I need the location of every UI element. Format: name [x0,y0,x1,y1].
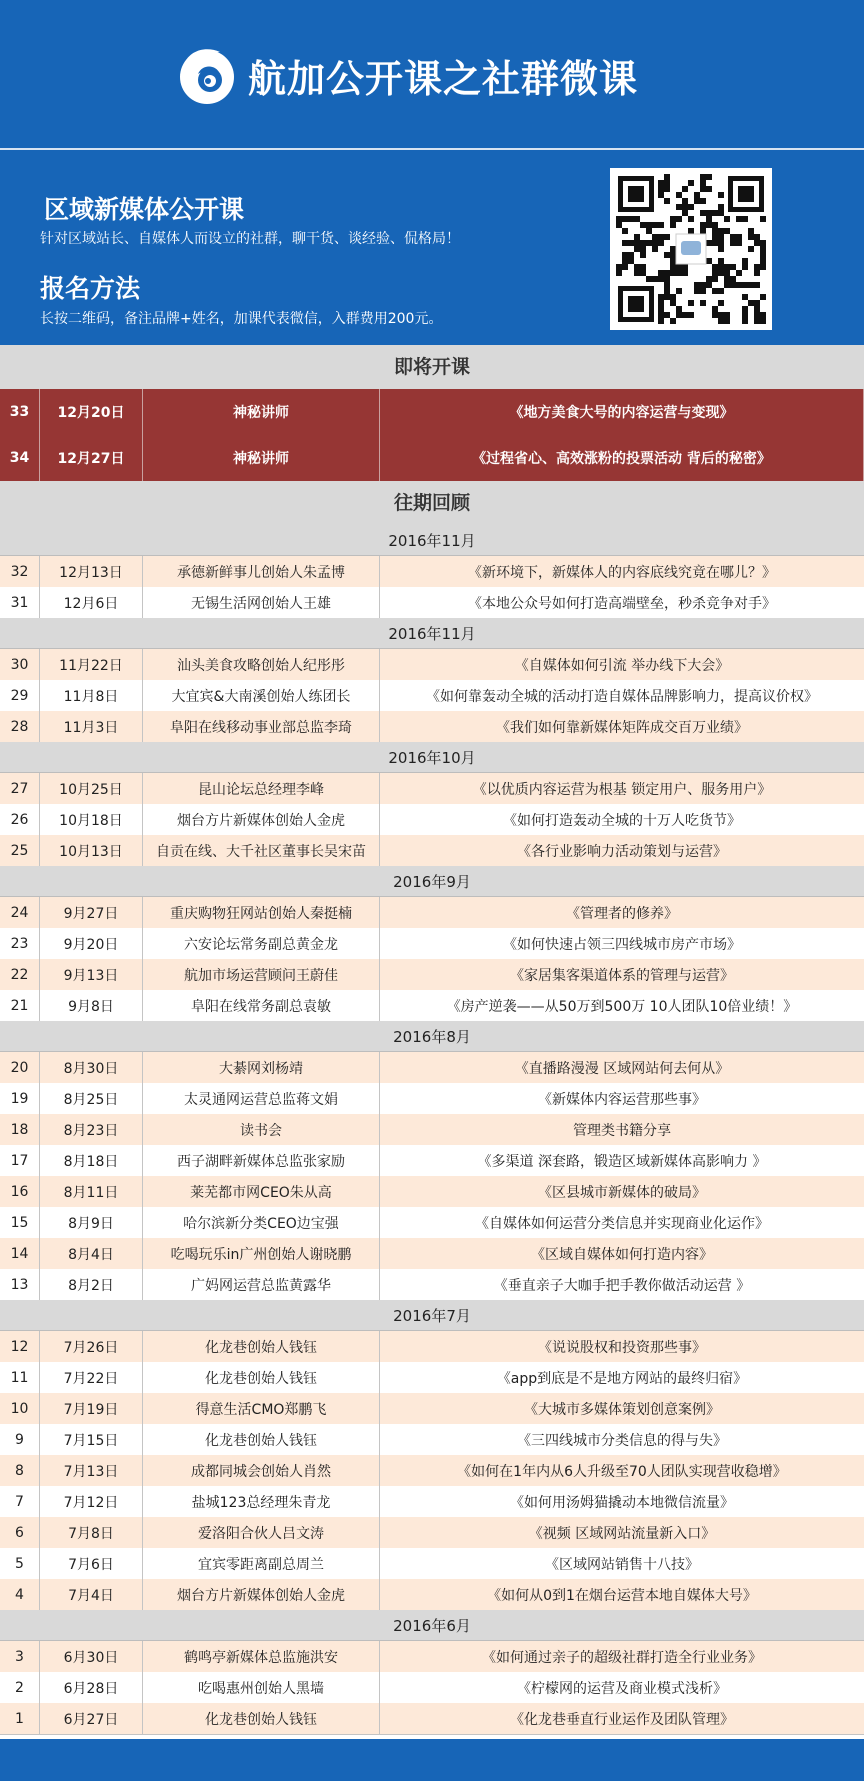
row-date: 10月13日 [40,835,143,866]
upcoming-section-title: 即将开课 [0,345,864,390]
row-number: 9 [0,1424,40,1455]
row-date: 7月8日 [40,1517,143,1548]
row-date: 8月30日 [40,1052,143,1083]
row-date: 6月28日 [40,1672,143,1703]
month-header: 2016年11月 [0,618,864,649]
row-topic: 《如何打造轰动全城的十万人吃货节》 [503,812,741,829]
row-date: 7月19日 [40,1393,143,1424]
row-speaker: 爱洛阳合伙人吕文涛 [143,1517,380,1548]
table-row [0,773,864,805]
row-speaker: 宜宾零距离副总周兰 [143,1548,380,1579]
row-topic: 《三四线城市分类信息的得与失》 [517,1432,727,1449]
row-speaker: 吃喝玩乐in广州创始人谢晓鹏 [143,1238,380,1269]
table-row [0,1269,864,1301]
row-date: 12月13日 [40,556,143,587]
row-number: 15 [0,1207,40,1238]
row-number: 12 [0,1331,40,1362]
row-topic: 《以优质内容运营为根基 锁定用户、服务用户》 [472,781,772,798]
row-topic: 《区县城市新媒体的破局》 [538,1184,706,1201]
row-topic: 《大城市多媒体策划创意案例》 [524,1401,720,1418]
row-topic: 《过程省心、高效涨粉的投票活动 背后的秘密》 [380,435,864,481]
table-row [0,1548,864,1580]
row-number: 31 [0,587,40,618]
table-row [0,1207,864,1239]
row-number: 26 [0,804,40,835]
table-row [0,897,864,929]
table-row [0,1238,864,1270]
table-row [0,928,864,960]
row-number: 2 [0,1672,40,1703]
row-topic: 《各行业影响力活动策划与运营》 [517,843,727,860]
row-date: 8月4日 [40,1238,143,1269]
row-speaker: 昆山论坛总经理李峰 [143,773,380,804]
row-topic: 《如何从0到1在烟台运营本地自媒体大号》 [487,1587,757,1604]
row-topic: 《本地公众号如何打造高端壁垒，秒杀竞争对手》 [468,595,776,612]
month-header: 2016年11月 [0,525,864,556]
row-number: 22 [0,959,40,990]
table-row [0,1517,864,1549]
row-number: 20 [0,1052,40,1083]
row-number: 5 [0,1548,40,1579]
row-speaker: 太灵通网运营总监蒋文娟 [143,1083,380,1114]
row-speaker: 哈尔滨新分类CEO边宝强 [143,1207,380,1238]
row-number: 29 [0,680,40,711]
table-row [0,680,864,712]
row-number: 10 [0,1393,40,1424]
row-number: 13 [0,1269,40,1300]
row-date: 6月27日 [40,1703,143,1734]
row-speaker: 汕头美食攻略创始人纪彤彤 [143,649,380,680]
row-number: 32 [0,556,40,587]
header-title: 航加公开课之社群微课 [248,57,639,101]
row-topic: 《多渠道 深套路，锻造区域新媒体高影响力 》 [477,1153,767,1170]
row-speaker: 重庆购物狂网站创始人秦挺楠 [143,897,380,928]
row-number: 30 [0,649,40,680]
table-row [0,711,864,743]
table-row [0,1393,864,1425]
row-number: 28 [0,711,40,742]
row-topic: 《直播路漫漫 区域网站何去何从》 [514,1060,730,1077]
row-speaker: 化龙巷创始人钱钰 [143,1703,380,1734]
table-row [0,1486,864,1518]
table-row [0,649,864,681]
row-topic: 《我们如何靠新媒体矩阵成交百万业绩》 [496,719,748,736]
row-speaker: 得意生活CMO郑鹏飞 [143,1393,380,1424]
row-number: 6 [0,1517,40,1548]
row-number: 19 [0,1083,40,1114]
row-topic: 管理类书籍分享 [573,1122,671,1139]
table-row [0,990,864,1022]
row-number: 25 [0,835,40,866]
row-number: 1 [0,1703,40,1734]
row-speaker: 无锡生活网创始人王雄 [143,587,380,618]
table-row [0,1424,864,1456]
row-topic: 《如何通过亲子的超级社群打造全行业业务》 [482,1649,762,1666]
row-speaker: 大綦网刘杨靖 [143,1052,380,1083]
row-topic: 《区域网站销售十八技》 [545,1556,699,1573]
row-date: 7月6日 [40,1548,143,1579]
table-row [0,587,864,619]
row-speaker: 读书会 [143,1114,380,1145]
row-speaker: 六安论坛常务副总黄金龙 [143,928,380,959]
row-number: 3 [0,1641,40,1672]
upcoming-row [0,435,864,482]
table-row [0,1114,864,1146]
row-speaker: 化龙巷创始人钱钰 [143,1424,380,1455]
row-date: 12月20日 [40,389,143,435]
row-date: 9月13日 [40,959,143,990]
row-topic: 《化龙巷垂直行业运作及团队管理》 [510,1711,734,1728]
row-date: 8月18日 [40,1145,143,1176]
row-number: 23 [0,928,40,959]
row-speaker: 莱芜都市网CEO朱从高 [143,1176,380,1207]
row-speaker: 神秘讲师 [143,389,380,435]
row-number: 34 [0,435,40,481]
row-topic: 《app到底是不是地方网站的最终归宿》 [496,1370,748,1387]
row-date: 9月20日 [40,928,143,959]
row-speaker: 吃喝惠州创始人黑墙 [143,1672,380,1703]
row-date: 8月9日 [40,1207,143,1238]
row-number: 11 [0,1362,40,1393]
row-date: 11月3日 [40,711,143,742]
row-date: 7月12日 [40,1486,143,1517]
row-date: 8月25日 [40,1083,143,1114]
table-row [0,1331,864,1363]
row-topic: 《如何快速占领三四线城市房产市场》 [503,936,741,953]
row-date: 8月23日 [40,1114,143,1145]
row-number: 16 [0,1176,40,1207]
row-date: 11月8日 [40,680,143,711]
row-date: 8月2日 [40,1269,143,1300]
table-row [0,1145,864,1177]
row-topic: 《地方美食大号的内容运营与变现》 [380,389,864,435]
row-number: 27 [0,773,40,804]
row-topic: 《垂直亲子大咖手把手教你做活动运营 》 [493,1277,751,1294]
row-date: 8月11日 [40,1176,143,1207]
row-date: 6月30日 [40,1641,143,1672]
table-row [0,804,864,836]
row-number: 33 [0,389,40,435]
table-row [0,1672,864,1704]
footer-bar [0,1739,864,1781]
row-date: 7月13日 [40,1455,143,1486]
row-topic: 《新媒体内容运营那些事》 [538,1091,706,1108]
row-topic: 《柠檬网的运营及商业模式浅析》 [517,1680,727,1697]
row-date: 11月22日 [40,649,143,680]
table-row [0,1083,864,1115]
row-date: 7月4日 [40,1579,143,1610]
row-topic: 《自媒体如何引流 举办线下大会》 [514,657,730,674]
header-banner [0,0,864,148]
row-speaker: 烟台方片新媒体创始人金虎 [143,804,380,835]
row-topic: 《管理者的修养》 [566,905,678,922]
row-speaker: 成都同城会创始人肖然 [143,1455,380,1486]
row-date: 7月22日 [40,1362,143,1393]
row-number: 24 [0,897,40,928]
row-date: 10月25日 [40,773,143,804]
row-speaker: 化龙巷创始人钱钰 [143,1331,380,1362]
table-row [0,835,864,867]
row-number: 7 [0,1486,40,1517]
intro-heading-course: 区域新媒体公开课 [44,195,245,224]
month-header: 2016年8月 [0,1021,864,1052]
month-header: 2016年9月 [0,866,864,897]
month-header: 2016年7月 [0,1300,864,1331]
row-topic: 《视频 区域网站流量新入口》 [528,1525,716,1542]
row-speaker: 盐城123总经理朱青龙 [143,1486,380,1517]
past-section-title: 往期回顾 [0,481,864,526]
row-number: 17 [0,1145,40,1176]
qr-code-icon[interactable] [610,168,772,330]
table-row [0,1703,864,1735]
row-topic: 《如何靠轰动全城的活动打造自媒体品牌影响力，提高议价权》 [426,688,818,705]
table-row [0,1362,864,1394]
row-number: 18 [0,1114,40,1145]
table-row [0,1052,864,1084]
row-topic: 《房产逆袭——从50万到500万 10人团队10倍业绩！》 [446,998,798,1015]
row-speaker: 广妈网运营总监黄露华 [143,1269,380,1300]
row-date: 9月8日 [40,990,143,1021]
table-row [0,556,864,588]
row-date: 9月27日 [40,897,143,928]
row-topic: 《自媒体如何运营分类信息并实现商业化运作》 [475,1215,769,1232]
table-row [0,1176,864,1208]
upcoming-row [0,389,864,436]
row-date: 10月18日 [40,804,143,835]
row-date: 12月6日 [40,587,143,618]
row-topic: 《如何用汤姆猫撬动本地微信流量》 [510,1494,734,1511]
row-speaker: 承德新鲜事儿创始人朱孟博 [143,556,380,587]
table-row [0,1641,864,1673]
month-header: 2016年6月 [0,1610,864,1641]
row-speaker: 化龙巷创始人钱钰 [143,1362,380,1393]
row-speaker: 自贡在线、大千社区董事长吴宋苗 [143,835,380,866]
intro-heading-signup: 报名方法 [40,274,141,303]
row-topic: 《新环境下，新媒体人的内容底线究竟在哪儿？》 [468,564,776,581]
row-topic: 《家居集客渠道体系的管理与运营》 [510,967,734,984]
row-number: 4 [0,1579,40,1610]
table-row [0,1455,864,1487]
intro-course-description: 针对区域站长、自媒体人而设立的社群，聊干货、谈经验、侃格局！ [40,231,460,247]
intro-signup-description: 长按二维码，备注品牌+姓名，加课代表微信，入群费用200元。 [40,311,443,327]
swirl-logo-icon [176,44,238,106]
row-speaker: 航加市场运营顾问王蔚佳 [143,959,380,990]
row-speaker: 烟台方片新媒体创始人金虎 [143,1579,380,1610]
row-topic: 《区域自媒体如何打造内容》 [531,1246,713,1263]
row-speaker: 西子湖畔新媒体总监张家励 [143,1145,380,1176]
row-speaker: 神秘讲师 [143,435,380,481]
row-topic: 《说说股权和投资那些事》 [538,1339,706,1356]
row-speaker: 阜阳在线移动事业部总监李琦 [143,711,380,742]
row-speaker: 阜阳在线常务副总袁敏 [143,990,380,1021]
row-topic: 《如何在1年内从6人升级至70人团队实现营收稳增》 [457,1463,787,1480]
row-date: 12月27日 [40,435,143,481]
row-date: 7月15日 [40,1424,143,1455]
row-speaker: 大宜宾&大南溪创始人练团长 [143,680,380,711]
table-row [0,1579,864,1611]
table-row [0,959,864,991]
row-number: 21 [0,990,40,1021]
row-speaker: 鹤鸣亭新媒体总监施洪安 [143,1641,380,1672]
row-number: 8 [0,1455,40,1486]
month-header: 2016年10月 [0,742,864,773]
row-number: 14 [0,1238,40,1269]
row-date: 7月26日 [40,1331,143,1362]
